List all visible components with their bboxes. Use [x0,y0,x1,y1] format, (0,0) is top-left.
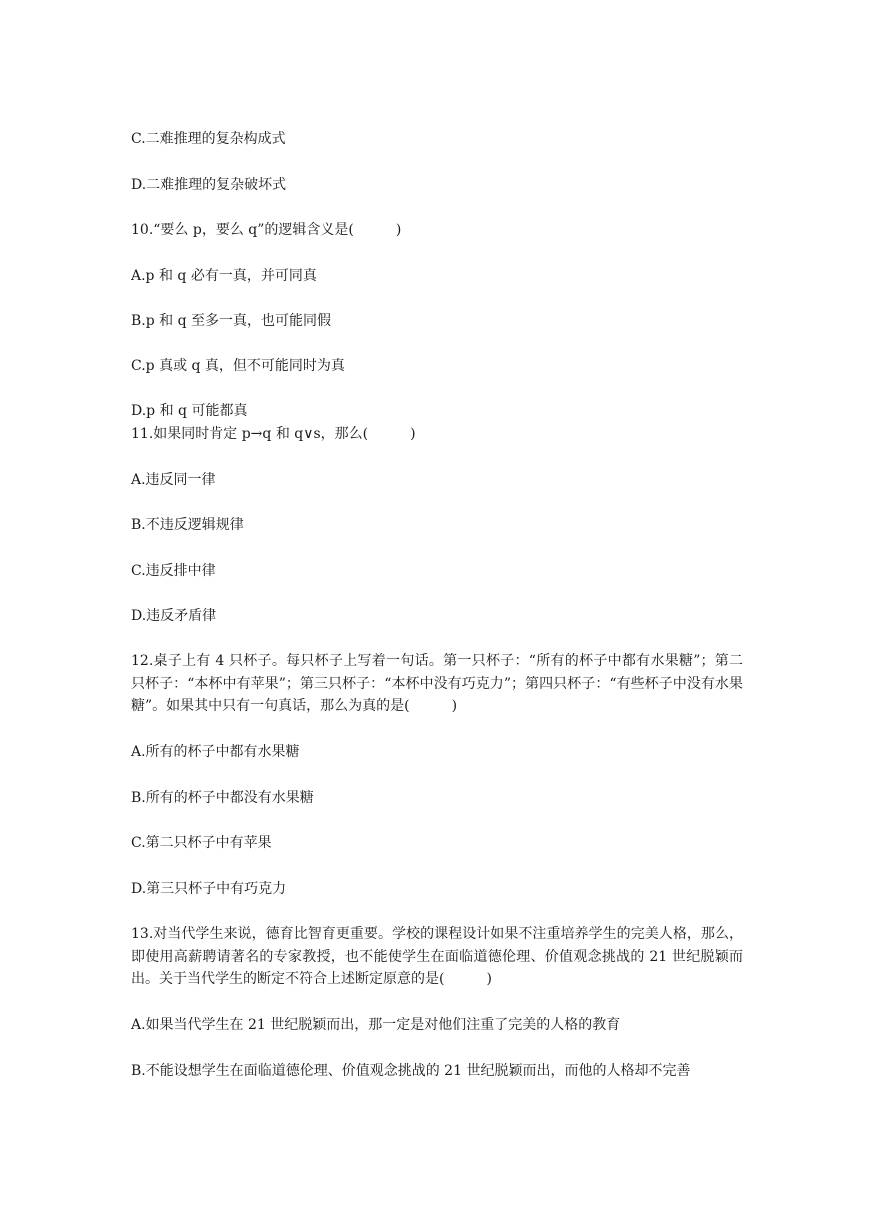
question-11: 11.如果同时肯定 p→q 和 q∨s，那么( ) [131,426,416,442]
option-12b: B.所有的杯子中都没有水果糖 [131,790,314,806]
option-9d: D.二难推理的复杂破坏式 [131,177,287,193]
option-10a: A.p 和 q 必有一真，并可同真 [131,268,317,284]
option-10c: C.p 真或 q 真，但不可能同时为真 [131,358,345,374]
option-13b: B.不能设想学生在面临道德伦理、价值观念挑战的 21 世纪脱颖而出，而他的人格却不完善 [131,1063,691,1079]
option-11c: C.违反排中律 [131,563,216,579]
option-12d: D.第三只杯子中有巧克力 [131,881,287,897]
option-11b: B.不违反逻辑规律 [131,517,244,533]
option-13a: A.如果当代学生在 21 世纪脱颖而出，那一定是对他们注重了完美的人格的教育 [131,1017,621,1033]
option-10d: D.p 和 q 可能都真 [131,403,248,419]
option-12a: A.所有的杯子中都有水果糖 [131,744,300,760]
option-11d: D.违反矛盾律 [131,608,217,624]
option-12c: C.第二只杯子中有苹果 [131,835,272,851]
question-10: 10.“要么 p，要么 q”的逻辑含义是( ) [131,222,402,238]
question-12: 12.桌子上有 4 只杯子。每只杯子上写着一句话。第一只杯子：“所有的杯子中都有水果糖”；第二只杯子：“本杯中有苹果”；第三只杯子：“本杯中没有巧克力”；第四只杯子：“有些杯子中没有水果糖”。如果其中只有一句真话，那么为真的是( ) [131,653,743,714]
option-11a: A.违反同一律 [131,472,216,488]
option-9c: C.二难推理的复杂构成式 [131,131,286,147]
option-10b: B.p 和 q 至多一真，也可能同假 [131,313,332,329]
question-13: 13.对当代学生来说，德育比智育更重要。学校的课程设计如果不注重培养学生的完美人格，那么，即使用高薪聘请著名的专家教授，也不能使学生在面临道德伦理、价值观念挑战的 21 世纪脱颖而出。关于当代学生的断定不符合上述断定原意的是( ) [131,926,743,987]
